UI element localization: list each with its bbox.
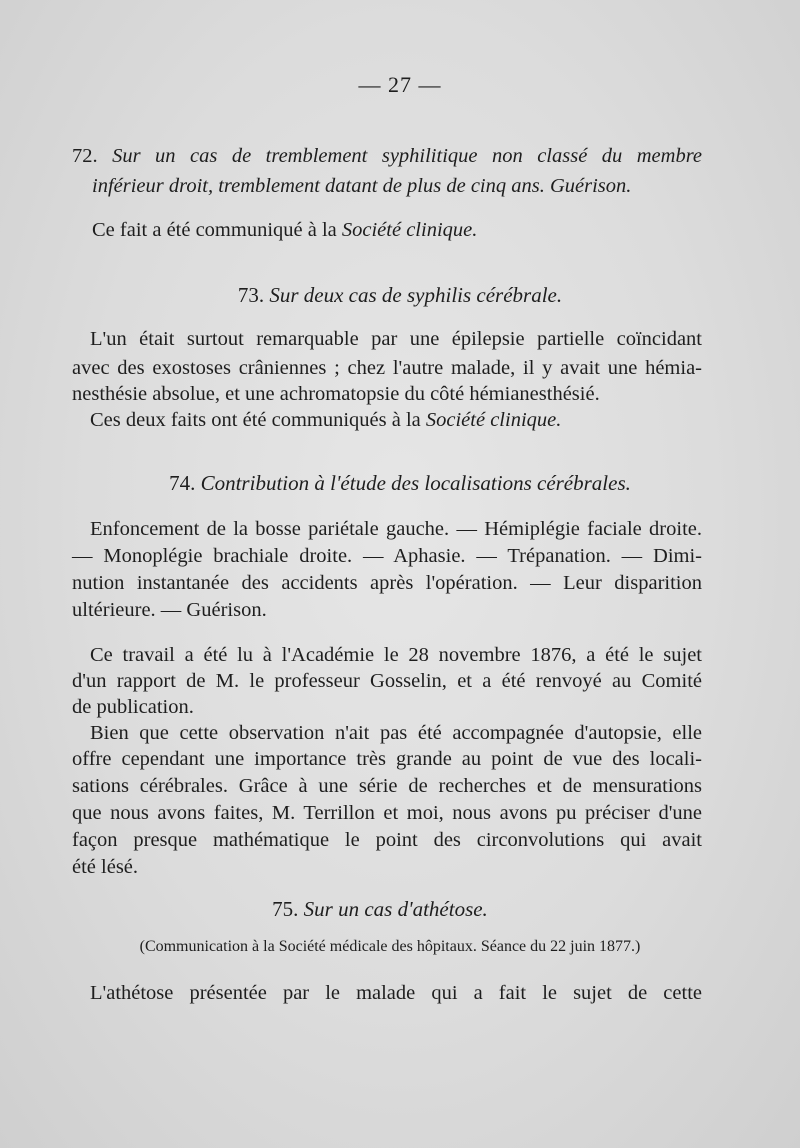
entry-74-summary-line-2: — Monoplégie brachiale droite. — Aphasie. — Trépanation. — Dimi- — [72, 545, 702, 567]
entry-74-para1-line-3: de publication. — [72, 696, 194, 718]
entry-73-text-line-3: nesthésie absolue, et une achromatopsie du côté hémianesthésié. — [72, 383, 600, 405]
society-name: Société clinique. — [341, 219, 478, 241]
entry-72-number: 72. — [72, 145, 98, 167]
entry-75-note: (Communication à la Société médicale des hôpitaux. Séance du 22 juin 1877.) — [139, 938, 641, 955]
entry-74-para2-line-2: offre cependant une importance très grande au point de vue des locali- — [72, 748, 702, 770]
entry-74-para2-line-5: façon presque mathématique le point des circonvolutions qui avait — [72, 829, 702, 851]
entry-74-heading: 74. Contribution à l'étude des localisations cérébrales. — [169, 471, 631, 495]
entry-72-title-line-2: inférieur droit, tremblement datant de plus de cinq ans. Guérison. — [92, 175, 632, 197]
entry-73-text-line-1: L'un était surtout remarquable par une épilepsie partielle coïncidant — [90, 328, 702, 350]
entry-72-title-line-1 — [72, 143, 702, 169]
entry-74-para2-line-3: sations cérébrales. Grâce à une série de recherches et de mensurations — [72, 775, 702, 797]
entry-73-text-line-2: avec des exostoses crâniennes ; chez l'autre malade, il y avait une hémia- — [72, 357, 702, 379]
entry-73-heading: 73. Sur deux cas de syphilis cérébrale. — [237, 283, 563, 307]
page-number: — 27 — — [358, 72, 442, 97]
entry-74-para2-line-4: que nous avons faites, M. Terrillon et moi, nous avons pu préciser d'une — [72, 802, 702, 824]
entry-74-para1-line-2: d'un rapport de M. le professeur Gosselin, et a été renvoyé au Comité — [72, 670, 702, 692]
entry-74-summary-line-4: ultérieure. — Guérison. — [72, 599, 267, 621]
entry-74-para2-line-1: Bien que cette observation n'ait pas été accompagnée d'autopsie, elle — [90, 722, 702, 744]
entry-72-communication: Ce fait a été communiqué à la Société clinique. — [92, 219, 478, 241]
entry-72-title-part-1: Sur un cas de tremblement syphilitique non classé du membre — [112, 145, 703, 167]
entry-75-text-line-1: L'athétose présentée par le malade qui a fait le sujet de cette — [90, 982, 702, 1004]
entry-74-summary-line-1: Enfoncement de la bosse pariétale gauche. — Hémiplégie faciale droite. — [90, 518, 702, 540]
society-name: Société clinique. — [425, 409, 562, 431]
entry-74-para1-line-1: Ce travail a été lu à l'Académie le 28 novembre 1876, a été le sujet — [90, 644, 702, 666]
entry-75-heading: 75. Sur un cas d'athétose. — [272, 897, 488, 921]
entry-73-communication: Ces deux faits ont été communiqués à la Société clinique. — [90, 409, 562, 431]
entry-74-para2-line-6: été lésé. — [72, 856, 139, 878]
entry-74-summary-line-3: nution instantanée des accidents après l'opération. — Leur disparition — [72, 572, 702, 594]
